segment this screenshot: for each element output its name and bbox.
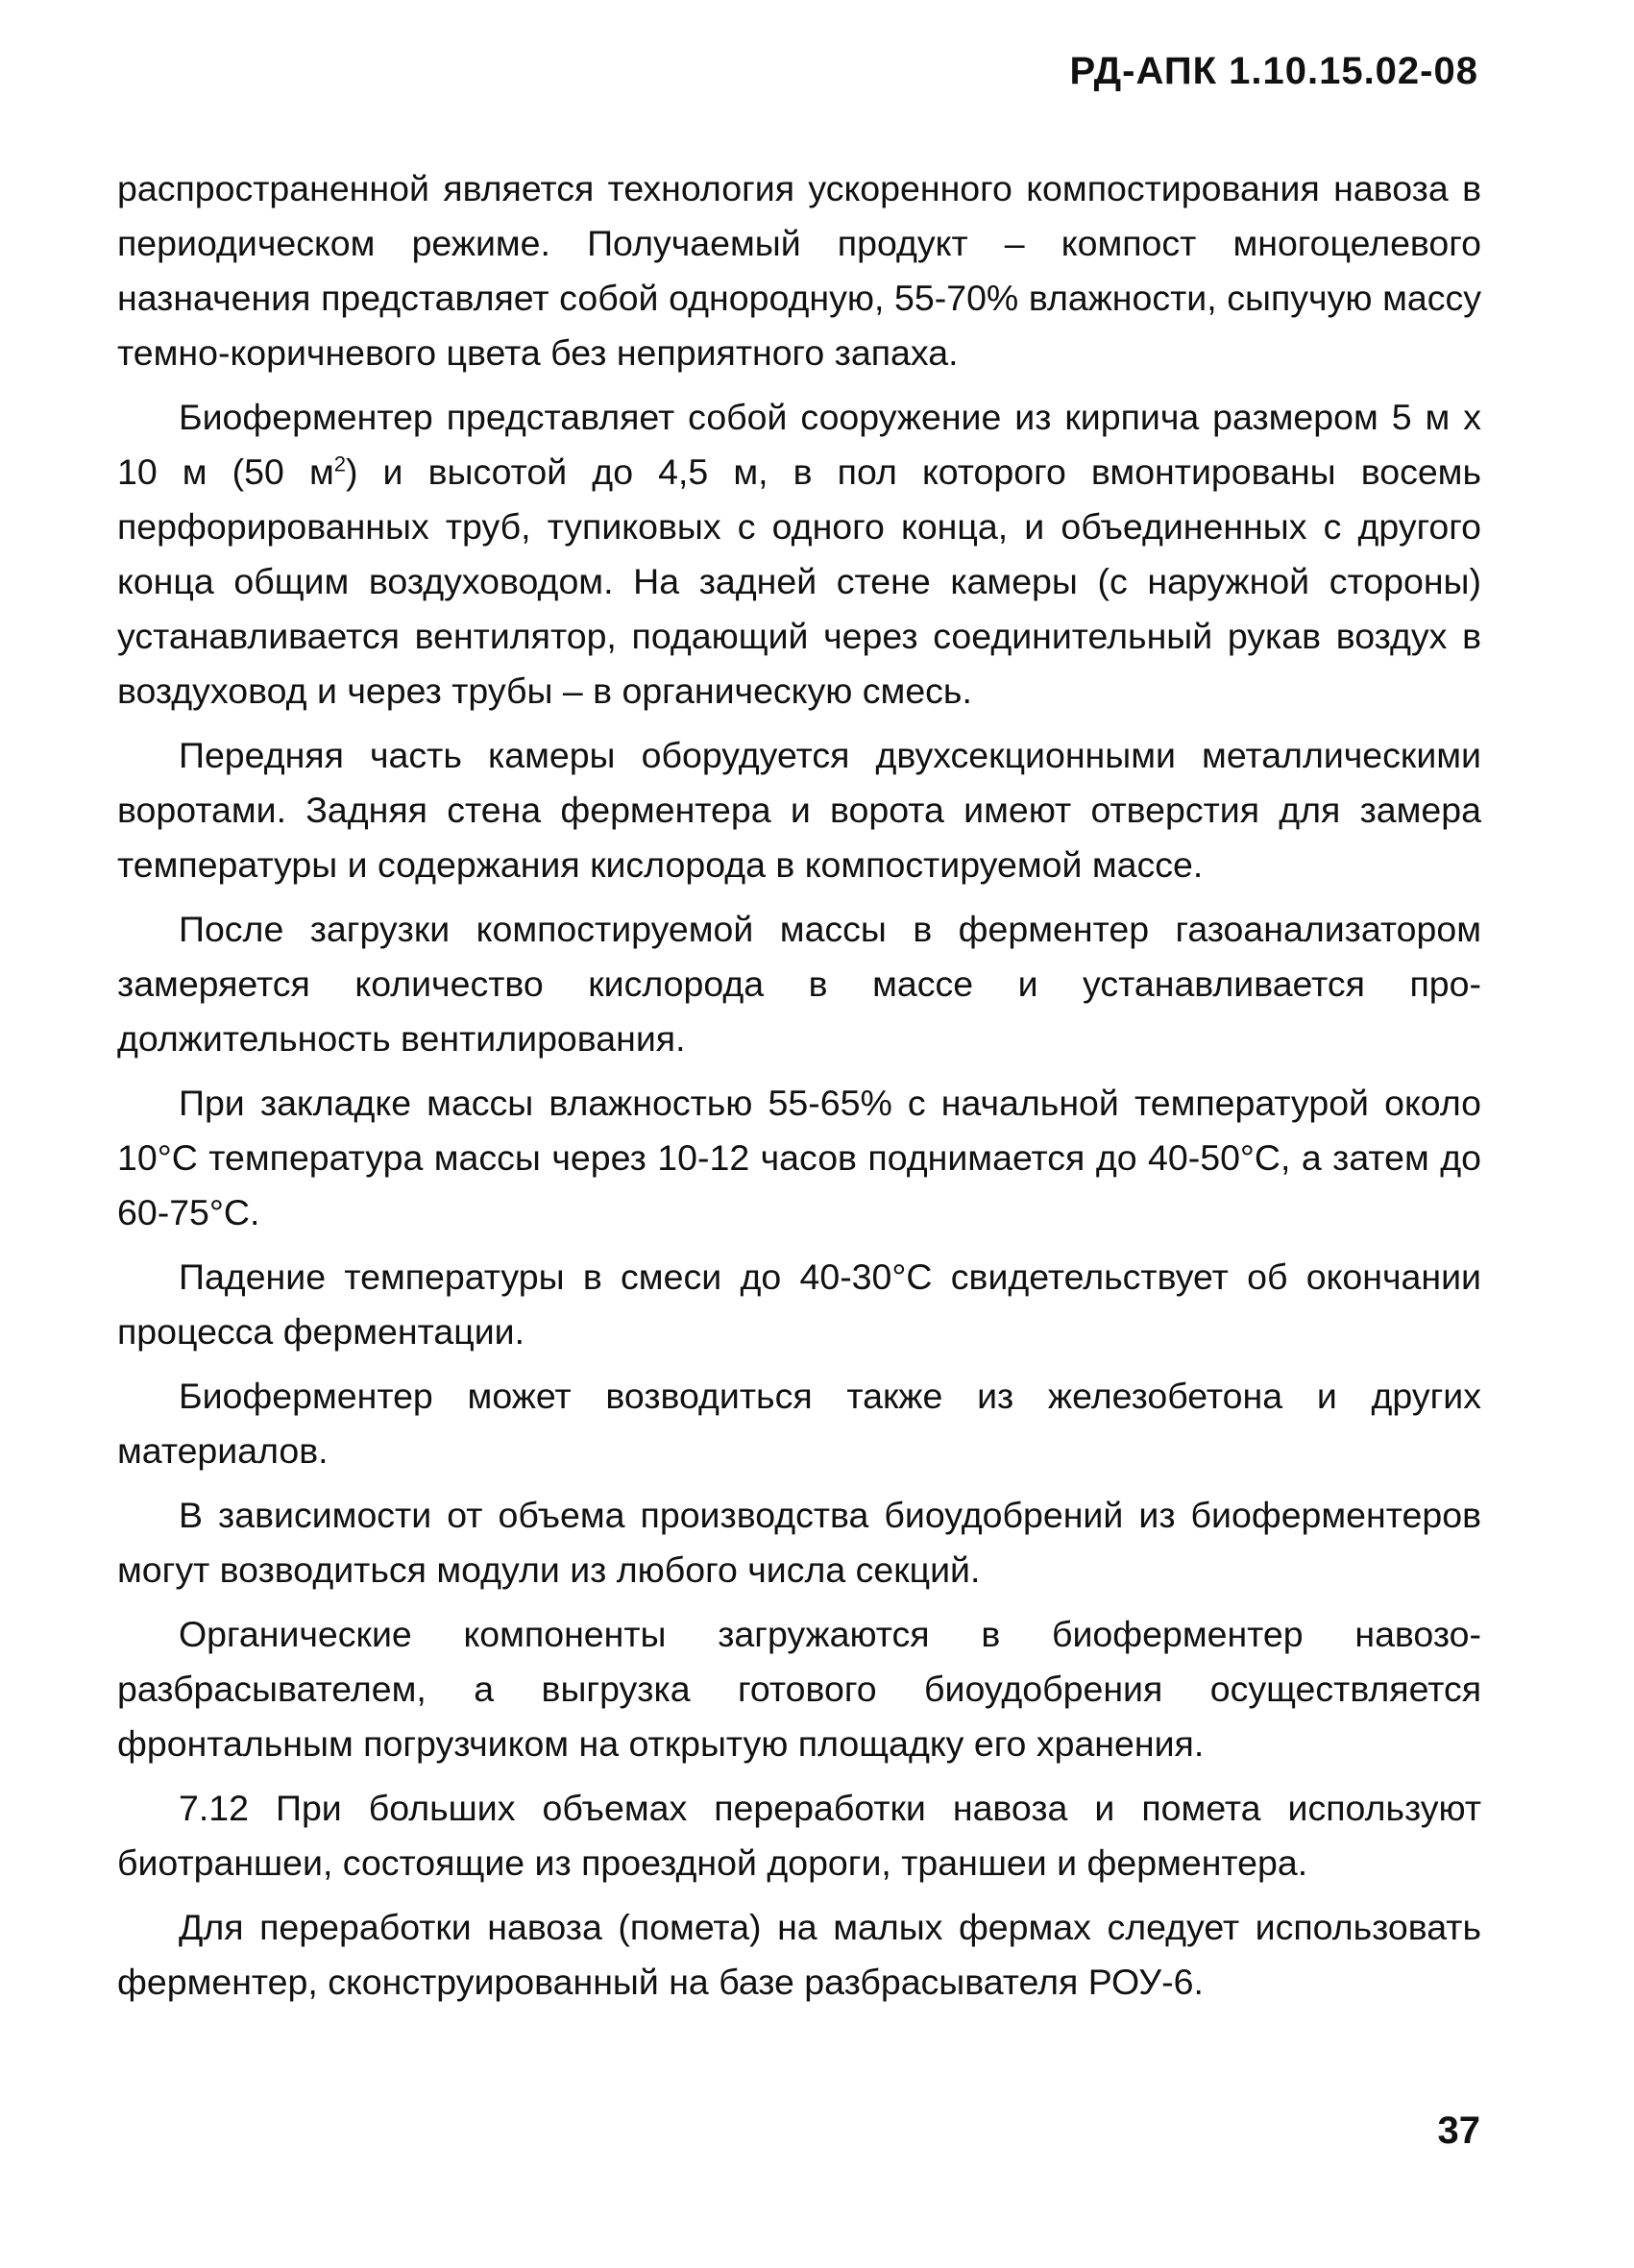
superscript: 2 xyxy=(333,451,346,476)
paragraph-text: ) и высотой до 4,5 м, в пол которого вмонтированы восемь перфорированных труб, тупиковых с одного конца, и объединенных с другого конца общим воздуховодом. На задней стене камеры (с наружной стороны) устанавливается вентилятор, подающий через соединительный рукав воздух в воздуховод и через трубы – в органическую смесь. xyxy=(117,451,1481,711)
paragraph: распространенной является технология ускоренного компостирования навоза в периодическом режиме. Получаемый продукт – компост многоцелевого назначения представляет собой однородную, 55-70% влажности, сыпучую массу темно-коричневого цвета без неприятного запаха. xyxy=(117,168,1481,373)
paragraph xyxy=(117,390,1481,719)
paragraph: Для переработки навоза (помета) на малых фермах следует использовать ферментер, сконструированный на базе разбрасывателя РОУ-6. xyxy=(117,1907,1481,2002)
page-body xyxy=(117,161,1481,2019)
paragraph: При закладке массы влажностью 55-65% с начальной температурой около 10°С температура массы через 10-12 часов поднимается до 40-50°С, а затем до 60-75°С. xyxy=(117,1083,1481,1232)
paragraph: Падение температуры в смеси до 40-30°С свидетельствует об окончании процесса ферментации. xyxy=(117,1256,1481,1352)
paragraph: После загрузки компостируемой массы в ферментер газоанализатором замеряется количество кислорода в массе и устанавливается продолжительность вентилирования. xyxy=(117,909,1481,1059)
paragraph: 7.12 При больших объемах переработки навоза и помета используют биотраншеи, состоящие из проездной дороги, траншеи и ферментера. xyxy=(117,1788,1481,1883)
page-number: 37 xyxy=(1437,2109,1480,2152)
paragraph: Биоферментер может возводиться также из железобетона и других материалов. xyxy=(117,1376,1481,1471)
document-code: РД-АПК 1.10.15.02-08 xyxy=(1069,50,1478,92)
paragraph: Передняя часть камеры оборудуется двухсекционными металлическими воротами. Задняя стена ферментера и ворота имеют отверстия для замера температуры и содержания кислорода в компостируемой массе. xyxy=(117,735,1481,885)
paragraph: В зависимости от объема производства биоудобрений из биоферментеров могут возводиться модули из любого числа секций. xyxy=(117,1495,1481,1590)
paragraph-text: Биоферментер представляет собой сооружение из кирпича размером 5 м х 10 м (50 м xyxy=(117,397,1481,492)
paragraph: Органические компоненты загружаются в биоферментер навозоразбрасывателем, а выгрузка готового биоудобрения осуществляется фронтальным погрузчиком на открытую площадку его хранения. xyxy=(117,1614,1481,1764)
